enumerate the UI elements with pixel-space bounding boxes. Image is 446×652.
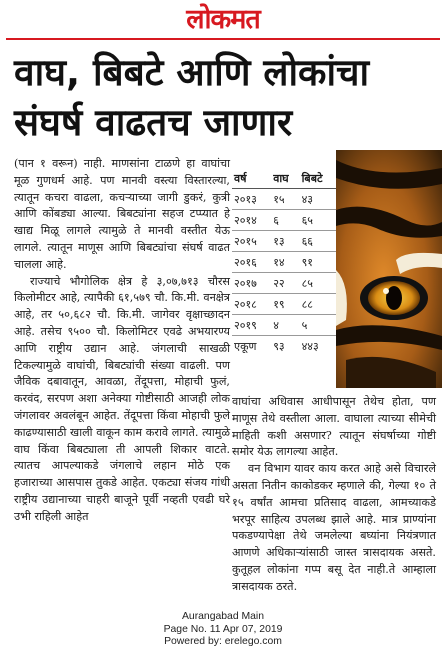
cell-leopards: ८५ [300, 273, 336, 294]
header-year: वर्ष [232, 168, 271, 189]
cell-year: २०१३ [232, 189, 271, 210]
article-right-column [232, 394, 436, 596]
cell-year: २०१६ [232, 252, 271, 273]
cell-year: २०१५ [232, 231, 271, 252]
cell-year: २०१८ [232, 294, 271, 315]
article-paragraph: वाघांचा अधिवास आधीपासून तेथेच होता, पण माणूस तेथे वस्तीला आला. वाघाला त्याच्या सीमेची माहिती कशी असणार? त्यातून संघर्षाच्या गोष्टी समोर येऊ लागल्या आहेत. [232, 395, 436, 459]
header-tigers: वाघ [271, 168, 299, 189]
cell-leopards: ६५ [300, 210, 336, 231]
article-paragraph: वन विभाग यावर काय करत आहे असे विचारले असता नितीन काकोडकर म्हणाले की, गेल्या १० ते १५ वर्षांत आमचा प्रतिसाद वाढला, आमच्याकडे भरपूर साहित्य उपलब्ध झाले आहे. मात्र प्राण्यांना पकडण्यापेक्षा तेथे जमलेल्या बघ्यांना नियंत्रणात आणणे अधिकाऱ्यांसाठी जास्त त्रासदायक असते. कुतूहल लोकांना गप्प बसू देत नाही.ते आम्हाला त्रासदायक ठरते. [232, 462, 436, 593]
tiger-eye-illustration [336, 150, 442, 388]
table-row [232, 189, 336, 210]
table-row [232, 252, 336, 273]
lokmat-logo: लोकमत [186, 4, 260, 35]
tiger-eye-photo [336, 150, 442, 388]
article-headline [14, 48, 434, 148]
cell-total-label: एकूण [232, 336, 271, 357]
article-paragraph: राज्याचे भौगोलिक क्षेत्र हे ३,०७,७१३ चौरस किलोमीटर आहे, त्यापैकी ६१,५७९ चौ. कि.मी. वनक्षेत्र आहे, तर ५०,६८२ चौ. कि.मी. जागेवर वृक्षाच्छादन आहे. तसेच ९५०० चौ. किलोमिटर एवढे अभयारण्य आणि राष्ट्रीय उद्यान आहे. जंगलाची साखळी टिकल्यामुळे वाघांची, बिबट्यांची संख्या वाढली. पण जैविक दबावातून, आवळा, तेंदूपत्ता, मोहाची फुलं, करवंद, सरपण अशा अनेक्या गोष्टीसाठी आजही लोक जंगलावर अवलंबून आहेत. तेंदूपत्ता किंवा मोहाची फुले काढण्यासाठी खाली वाकून काम करावे लागते. त्यामुळे वाघ किंवा बिबट्याला ती आपली शिकार वाटते. त्यातच आपल्याकडे जंगलाचे लहान मोठे एक हजाराच्या आसपास तुकडे आहेत. एकट्या संजय गांधी राष्ट्रीय उद्यानाच्या चाहरी बाजूने पूर्वी नव्हती एवढी घरे उभी राहिली आहेत [14, 274, 230, 523]
masthead-divider [6, 38, 440, 40]
cell-tigers: ६ [271, 210, 299, 231]
article-left-column [14, 156, 230, 526]
table-row [232, 210, 336, 231]
table-row [232, 315, 336, 336]
tiger-leopard-stats-table [232, 168, 336, 390]
cell-tigers: १५ [271, 189, 299, 210]
page-info: Page No. 11 Apr 07, 2019 [163, 623, 283, 635]
header-leopards: बिबटे [300, 168, 336, 189]
cell-tigers: १३ [271, 231, 299, 252]
cell-total-tigers: ९३ [271, 336, 299, 357]
powered-by-link[interactable]: Powered by: erelego.com [164, 636, 282, 647]
cell-year: २०१९ [232, 315, 271, 336]
cell-year: २०१४ [232, 210, 271, 231]
cell-leopards: ८८ [300, 294, 336, 315]
headline-line-1: वाघ, बिबटे आणि लोकांचा [14, 51, 370, 94]
cell-leopards: ४३ [300, 189, 336, 210]
cell-tigers: १४ [271, 252, 299, 273]
table-header-row [232, 168, 336, 189]
cell-leopards: ६६ [300, 231, 336, 252]
cell-tigers: ४ [271, 315, 299, 336]
cell-leopards: ९१ [300, 252, 336, 273]
cell-tigers: १९ [271, 294, 299, 315]
table-row [232, 231, 336, 252]
table-row [232, 294, 336, 315]
table-total-row [232, 336, 336, 357]
page-footer [0, 611, 446, 649]
table-row [232, 273, 336, 294]
cell-total-leopards: ४४३ [300, 336, 336, 357]
headline-line-2: संघर्ष वाढतच जाणार [14, 101, 293, 144]
cell-year: २०१७ [232, 273, 271, 294]
edition-name: Aurangabad Main [181, 611, 265, 622]
cell-tigers: २२ [271, 273, 299, 294]
article-paragraph: (पान १ वरून) नाही. माणसांना टाळणे हा वाघांचा मूळ गुणधर्म आहे. पण मानवी वस्त्या विस्तारल्या, त्यातून कचरा वाढला, कचऱ्याच्या जागी डुकरं, कुत्री आणि कोंबड्या आल्या. बिबट्यांना सहज टप्प्यात हे खाद्य मिळू लागले त्यामुळे ते मानवी वस्तीत येऊ लागले. त्यातून माणूस आणि बिबट्यांचा संघर्ष वाढत चालला आहे. [14, 157, 230, 271]
cell-leopards: ५ [300, 315, 336, 336]
masthead [0, 0, 446, 40]
